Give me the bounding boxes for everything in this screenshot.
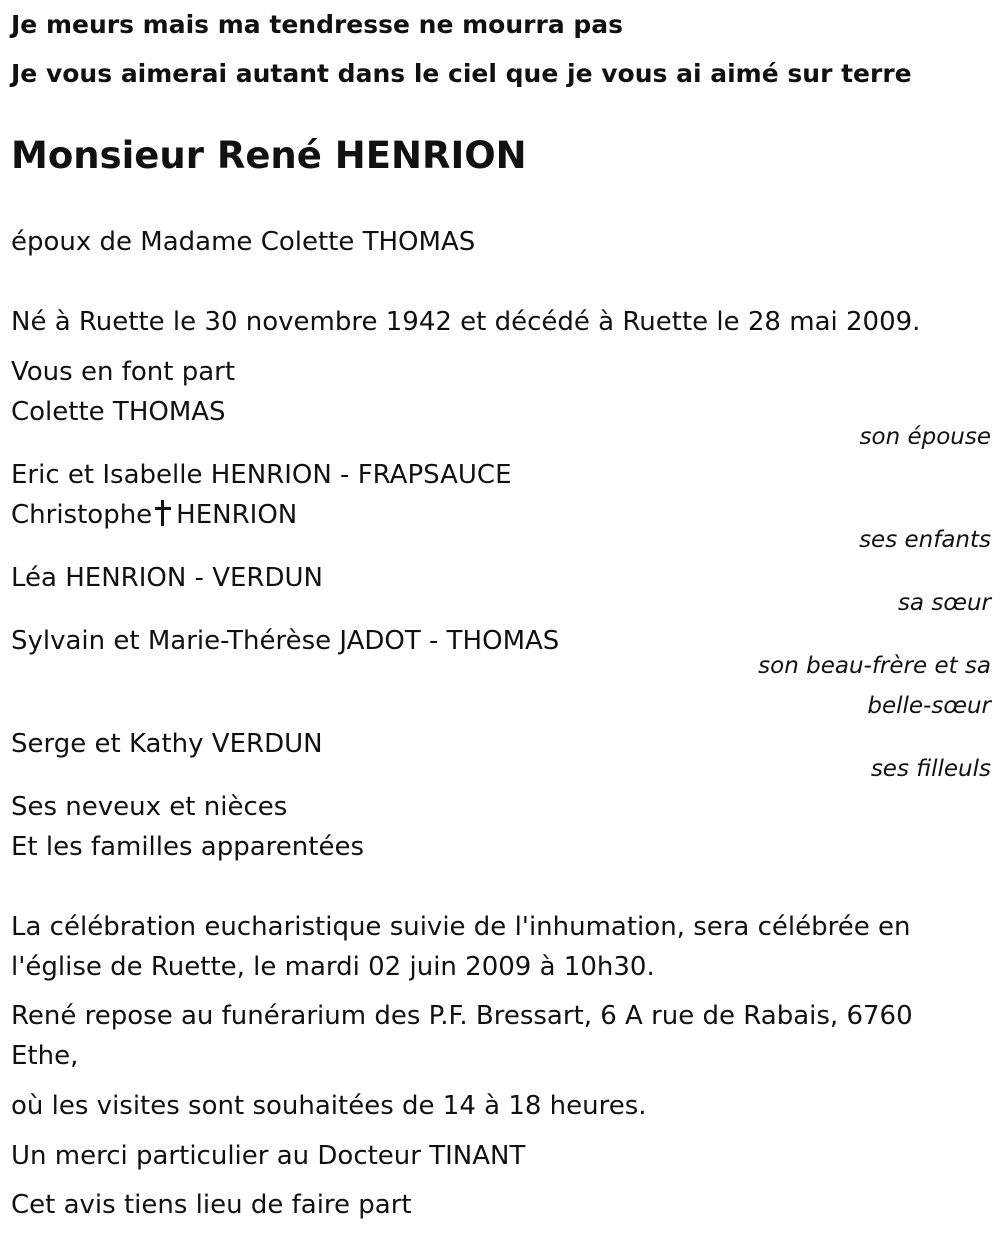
relation-label-enfants: ses enfants (859, 527, 991, 553)
family-member-christophe (11, 499, 297, 531)
birth-death-line: Né à Ruette le 30 novembre 1942 et décédé à Ruette le 28 mai 2009. (11, 307, 921, 337)
family-neveux: Ses neveux et nièces (11, 792, 288, 822)
quote-line-2: Je vous aimerai autant dans le ciel que je vous ai aimé sur terre (11, 59, 912, 88)
spouse-line: époux de Madame Colette THOMAS (11, 227, 476, 257)
announce-line: Vous en font part (11, 357, 236, 387)
quote-line-1: Je meurs mais ma tendresse ne mourra pas (11, 10, 624, 39)
cross-icon (154, 500, 172, 526)
ceremony-line-2: l'église de Ruette, le mardi 02 juin 2009 à 10h30. (11, 952, 655, 982)
christophe-first-name: Christophe (11, 500, 153, 530)
funerarium-line-1: René repose au funérarium des P.F. Bressart, 6 A rue de Rabais, 6760 (11, 1001, 913, 1031)
notice-closing-line: Cet avis tiens lieu de faire part (11, 1190, 412, 1220)
funerarium-line-2: Ethe, (11, 1041, 79, 1071)
ceremony-line-1: La célébration eucharistique suivie de l'inhumation, sera célébrée en (11, 912, 911, 942)
relation-label-beau-frere-line-2: belle-sœur (867, 693, 991, 719)
relation-label-soeur: sa sœur (897, 590, 991, 616)
family-member-lea: Léa HENRION - VERDUN (11, 563, 323, 593)
visiting-hours-line: où les visites sont souhaitées de 14 à 18 heures. (11, 1091, 647, 1121)
christophe-last-name: HENRION (176, 500, 298, 530)
relation-label-beau-frere-line-1: son beau-frère et sa (758, 653, 991, 679)
family-member-eric: Eric et Isabelle HENRION - FRAPSAUCE (11, 460, 512, 490)
relation-label-epouse: son épouse (859, 424, 991, 450)
relation-label-filleuls: ses filleuls (870, 756, 991, 782)
deceased-name-title: Monsieur René HENRION (11, 134, 527, 177)
family-member-colette: Colette THOMAS (11, 397, 226, 427)
family-member-sylvain: Sylvain et Marie-Thérèse JADOT - THOMAS (11, 626, 560, 656)
family-apparentees: Et les familles apparentées (11, 832, 365, 862)
thanks-line: Un merci particulier au Docteur TINANT (11, 1141, 526, 1171)
family-member-serge: Serge et Kathy VERDUN (11, 729, 323, 759)
